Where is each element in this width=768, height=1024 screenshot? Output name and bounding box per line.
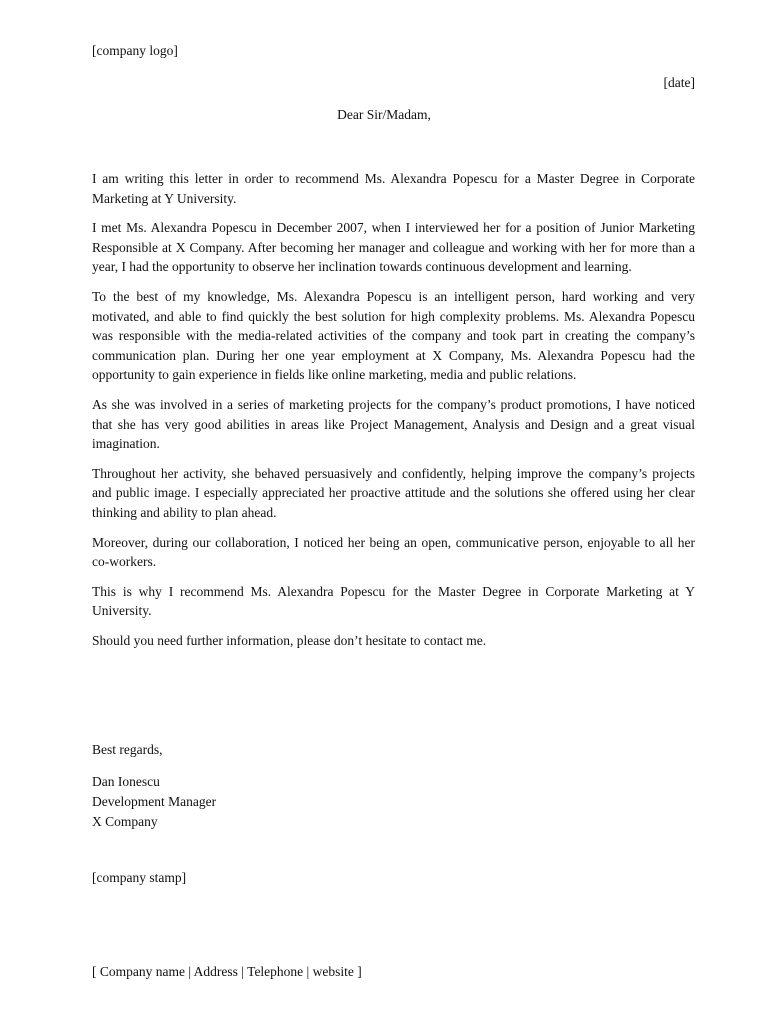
paragraph-behavior: Throughout her activity, she behaved persuasively and confidently, helping improve the company’s projects and public image. I especially appreciated her proactive attitude and the solutions she offered using her clear thinking and ability to plan ahead.	[92, 465, 695, 520]
footer-contact-line: [ Company name | Address | Telephone | website ]	[92, 964, 362, 979]
paragraph-first-meeting: I met Ms. Alexandra Popescu in December 2007, when I interviewed her for a position of Junior Marketing Responsible at X Company. After becoming her manager and colleague and working with her for more than a year, I had the opportunity to observe her inclination towards continuous development and learning.	[92, 220, 695, 275]
paragraph-contact: Should you need further information, please don’t hesitate to contact me.	[92, 632, 487, 648]
company-logo-placeholder: [company logo]	[92, 43, 178, 58]
closing: Best regards,	[92, 742, 163, 757]
date-placeholder: [date]	[663, 75, 695, 90]
signer-title: Development Manager	[92, 793, 217, 809]
salutation: Dear Sir/Madam,	[337, 107, 431, 122]
letter-body	[92, 169, 695, 660]
paragraph-qualities: To the best of my knowledge, Ms. Alexandra Popescu is an intelligent person, hard working and very motivated, and able to find quickly the best solution for high complexity problems. Ms. Alexandra Popescu was responsible with the media-related activities of the company and took part in creating the company’s communication plan. During her one year employment at X Company, Ms. Alexandra Popescu had the opportunity to gain experience in fields like online marketing, media and public relations.	[92, 288, 695, 383]
signature-block	[92, 772, 216, 831]
signer-name: Dan Ionescu	[92, 774, 160, 789]
company-stamp-placeholder: [company stamp]	[92, 870, 187, 885]
paragraph-abilities: As she was involved in a series of marketing projects for the company’s product promotions, I have noticed that she has very good abilities in areas like Project Management, Analysis and Design and a great visual imagination.	[92, 396, 695, 452]
signer-company: X Company	[92, 813, 158, 829]
paragraph-recommendation-intro: I am writing this letter in order to recommend Ms. Alexandra Popescu for a Master Degree in Corporate Marketing at Y University.	[92, 171, 695, 206]
paragraph-collaboration: Moreover, during our collaboration, I noticed her being an open, communicative person, enjoyable to all her co-workers.	[92, 534, 695, 570]
paragraph-conclusion: This is why I recommend Ms. Alexandra Popescu for the Master Degree in Corporate Marketing at Y University.	[92, 583, 695, 619]
